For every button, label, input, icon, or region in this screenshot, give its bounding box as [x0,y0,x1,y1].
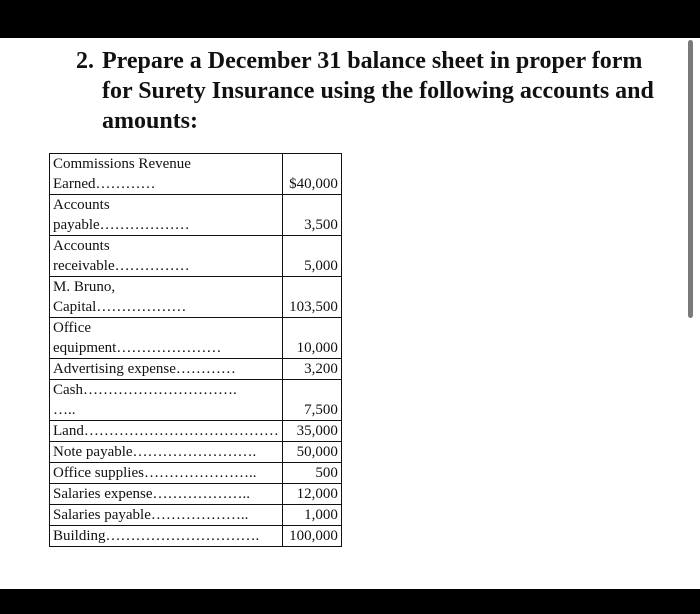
account-name: Advertising expense………… [53,361,236,377]
bottom-black-bar [0,589,700,614]
account-amount: 12,000 [282,484,341,505]
question-line-1: Prepare a December 31 balance sheet in proper form [102,48,643,74]
account-name: Office supplies………………….. [53,465,257,481]
account-name: Accounts receivable…………… [53,238,190,274]
account-amount: $40,000 [282,154,341,195]
account-name: M. Bruno, Capital……………… [53,279,187,315]
table-row [50,195,342,236]
table-row [50,505,342,526]
account-name: Salaries expense……………….. [53,486,251,502]
account-name: Building…………………………. [53,528,260,544]
account-name-cell [50,359,283,380]
account-name: Cash…………………………. ….. [53,382,237,418]
question-number: 2. [76,48,94,74]
account-name-cell [50,463,283,484]
account-name-cell [50,154,283,195]
account-amount: 3,200 [282,359,341,380]
account-name-cell [50,505,283,526]
account-name: Commissions Revenue Earned………… [53,156,191,192]
account-name-cell [50,484,283,505]
account-amount: 103,500 [282,277,341,318]
account-name-cell [50,277,283,318]
account-name: Salaries payable……………….. [53,507,249,523]
account-name-cell [50,421,283,442]
table-row [50,484,342,505]
table-row [50,463,342,484]
account-amount: 35,000 [282,421,341,442]
scrollbar[interactable] [688,40,693,318]
account-name-cell [50,442,283,463]
account-amount: 3,500 [282,195,341,236]
table-row [50,154,342,195]
account-amount: 10,000 [282,318,341,359]
account-name-cell [50,380,283,421]
table-row [50,318,342,359]
account-name: Accounts payable……………… [53,197,190,233]
account-amount: 500 [282,463,341,484]
table-row [50,359,342,380]
table-row [50,421,342,442]
account-amount: 1,000 [282,505,341,526]
account-name-cell [50,526,283,547]
account-name-cell [50,236,283,277]
account-amount: 100,000 [282,526,341,547]
account-name: Note payable……………………. [53,444,257,460]
table-row [50,442,342,463]
account-name-cell [50,318,283,359]
question-text [76,46,688,136]
account-name: Land………………………………… [53,423,279,439]
question-line-3: amounts: [102,108,199,134]
accounts-table [49,153,342,547]
account-amount: 5,000 [282,236,341,277]
table-row [50,526,342,547]
top-black-bar [0,0,700,38]
table-row [50,277,342,318]
account-name-cell [50,195,283,236]
account-name: Office equipment………………… [53,320,222,356]
account-amount: 50,000 [282,442,341,463]
table-row [50,380,342,421]
table-row [50,236,342,277]
question-line-2: for Surety Insurance using the following accounts and [102,78,654,104]
account-amount: 7,500 [282,380,341,421]
